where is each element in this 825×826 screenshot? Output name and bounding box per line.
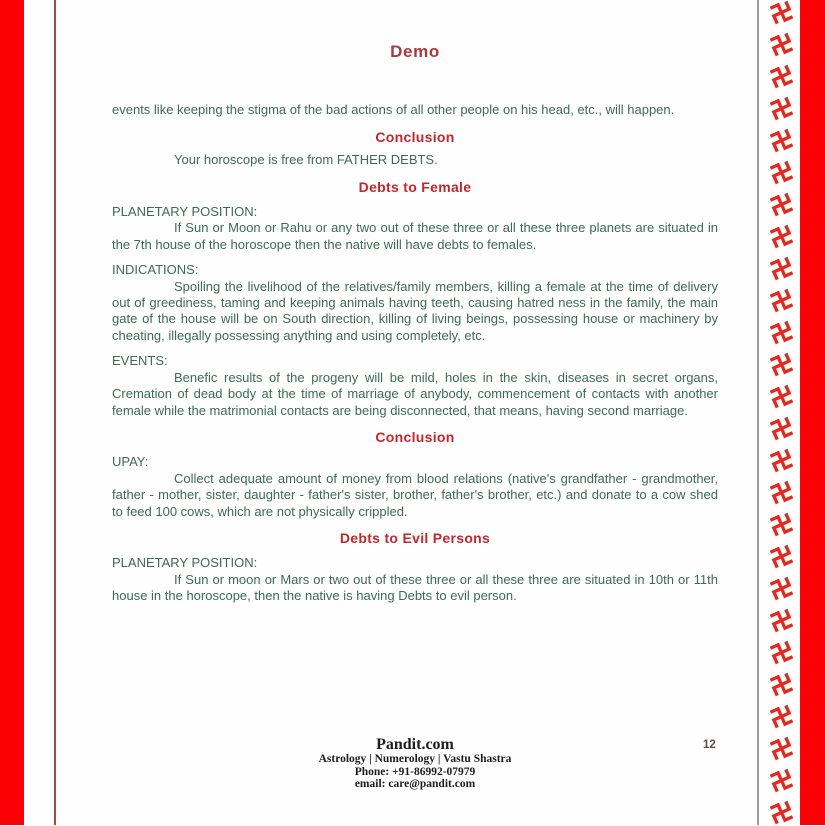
text-blocks (112, 102, 718, 604)
swastika-icon (767, 511, 795, 539)
section-label: PLANETARY POSITION: (112, 555, 258, 571)
swastika-icon (767, 447, 795, 475)
swastika-icon (767, 0, 795, 26)
section-heading: Conclusion (375, 428, 455, 445)
page-footer (112, 736, 718, 791)
swastika-icon (767, 351, 795, 379)
swastika-icon (767, 95, 795, 123)
swastika-icon (767, 799, 795, 826)
section-label: PLANETARY POSITION: (112, 204, 258, 220)
swastika-icon (767, 703, 795, 731)
swastika-icon (767, 159, 795, 187)
swastika-icon (767, 639, 795, 667)
paragraph: Benefic results of the progeny will be mild, holes in the skin, diseases in secret organs, Cremation of dead body at the time of marriage of anybody, commencement of contacts with another female while the matrimonial contacts are being disconnected, that means, having second marriage. (112, 369, 718, 418)
section-heading: Conclusion (375, 128, 455, 145)
section-label: EVENTS: (112, 353, 168, 369)
swastika-icon (767, 575, 795, 603)
swastika-icon (767, 735, 795, 763)
swastika-icon (767, 415, 795, 443)
section-label: INDICATIONS: (112, 262, 199, 278)
swastika-icon (767, 671, 795, 699)
page-title: Demo (390, 42, 440, 61)
swastika-icon (767, 607, 795, 635)
left-rule-line (54, 0, 56, 825)
paragraph: events like keeping the stigma of the bad actions of all other people on his head, etc., will happen. (112, 102, 675, 118)
footer-email: email: care@pandit.com (354, 778, 476, 790)
swastika-icon (767, 767, 795, 795)
paragraph: If Sun or Moon or Rahu or any two out of these three or all these three planets are situated in the 7th house of the horoscope then the native will have debts to females. (112, 220, 718, 252)
left-red-border-bar (0, 0, 24, 825)
swastika-icon (767, 127, 795, 155)
swastika-icon (767, 383, 795, 411)
paragraph: Spoiling the livelihood of the relatives/family members, killing a female at the time of delivery out of greediness, taming and keeping animals having teeth, causing hatred ness in the family, the main gate of the house will be on South direction, killing of living beings, possessing house or machinery by cheating, illegally possessing anything and using completely, etc. (112, 278, 718, 343)
right-red-border-bar (800, 0, 825, 825)
swastika-icon (767, 31, 795, 59)
footer-tagline: Astrology | Numerology | Vastu Shastra (318, 753, 512, 765)
swastika-icon (767, 319, 795, 347)
paragraph: Your horoscope is free from FATHER DEBTS. (174, 152, 438, 168)
swastika-icon (767, 191, 795, 219)
swastika-icon (767, 223, 795, 251)
section-heading: Debts to Female (358, 178, 472, 195)
swastika-column (762, 2, 800, 823)
page-content (112, 0, 718, 608)
swastika-icon (767, 287, 795, 315)
paragraph: Collect adequate amount of money from blood relations (native's grandfather - grandmother, father - mother, sister, daughter - father's sister, brother, father's brother, etc.) and donate to a cow shed to feed 100 cows, which are not physically crippled. (112, 470, 718, 519)
section-heading: Debts to Evil Persons (339, 529, 491, 546)
footer-brand: Pandit.com (376, 736, 454, 753)
page-number: 12 (703, 739, 716, 751)
footer-phone: Phone: +91-86992-07979 (354, 765, 476, 778)
section-label: UPAY: (112, 454, 149, 470)
paragraph: If Sun or moon or Mars or two out of these three or all these three are situated in 10th or 11th house in the horoscope, then the native is having Debts to evil person. (112, 571, 718, 604)
swastika-icon (767, 479, 795, 507)
swastika-icon (767, 543, 795, 571)
swastika-icon (767, 63, 795, 91)
swastika-icon (767, 255, 795, 283)
right-rule-line (757, 0, 759, 825)
